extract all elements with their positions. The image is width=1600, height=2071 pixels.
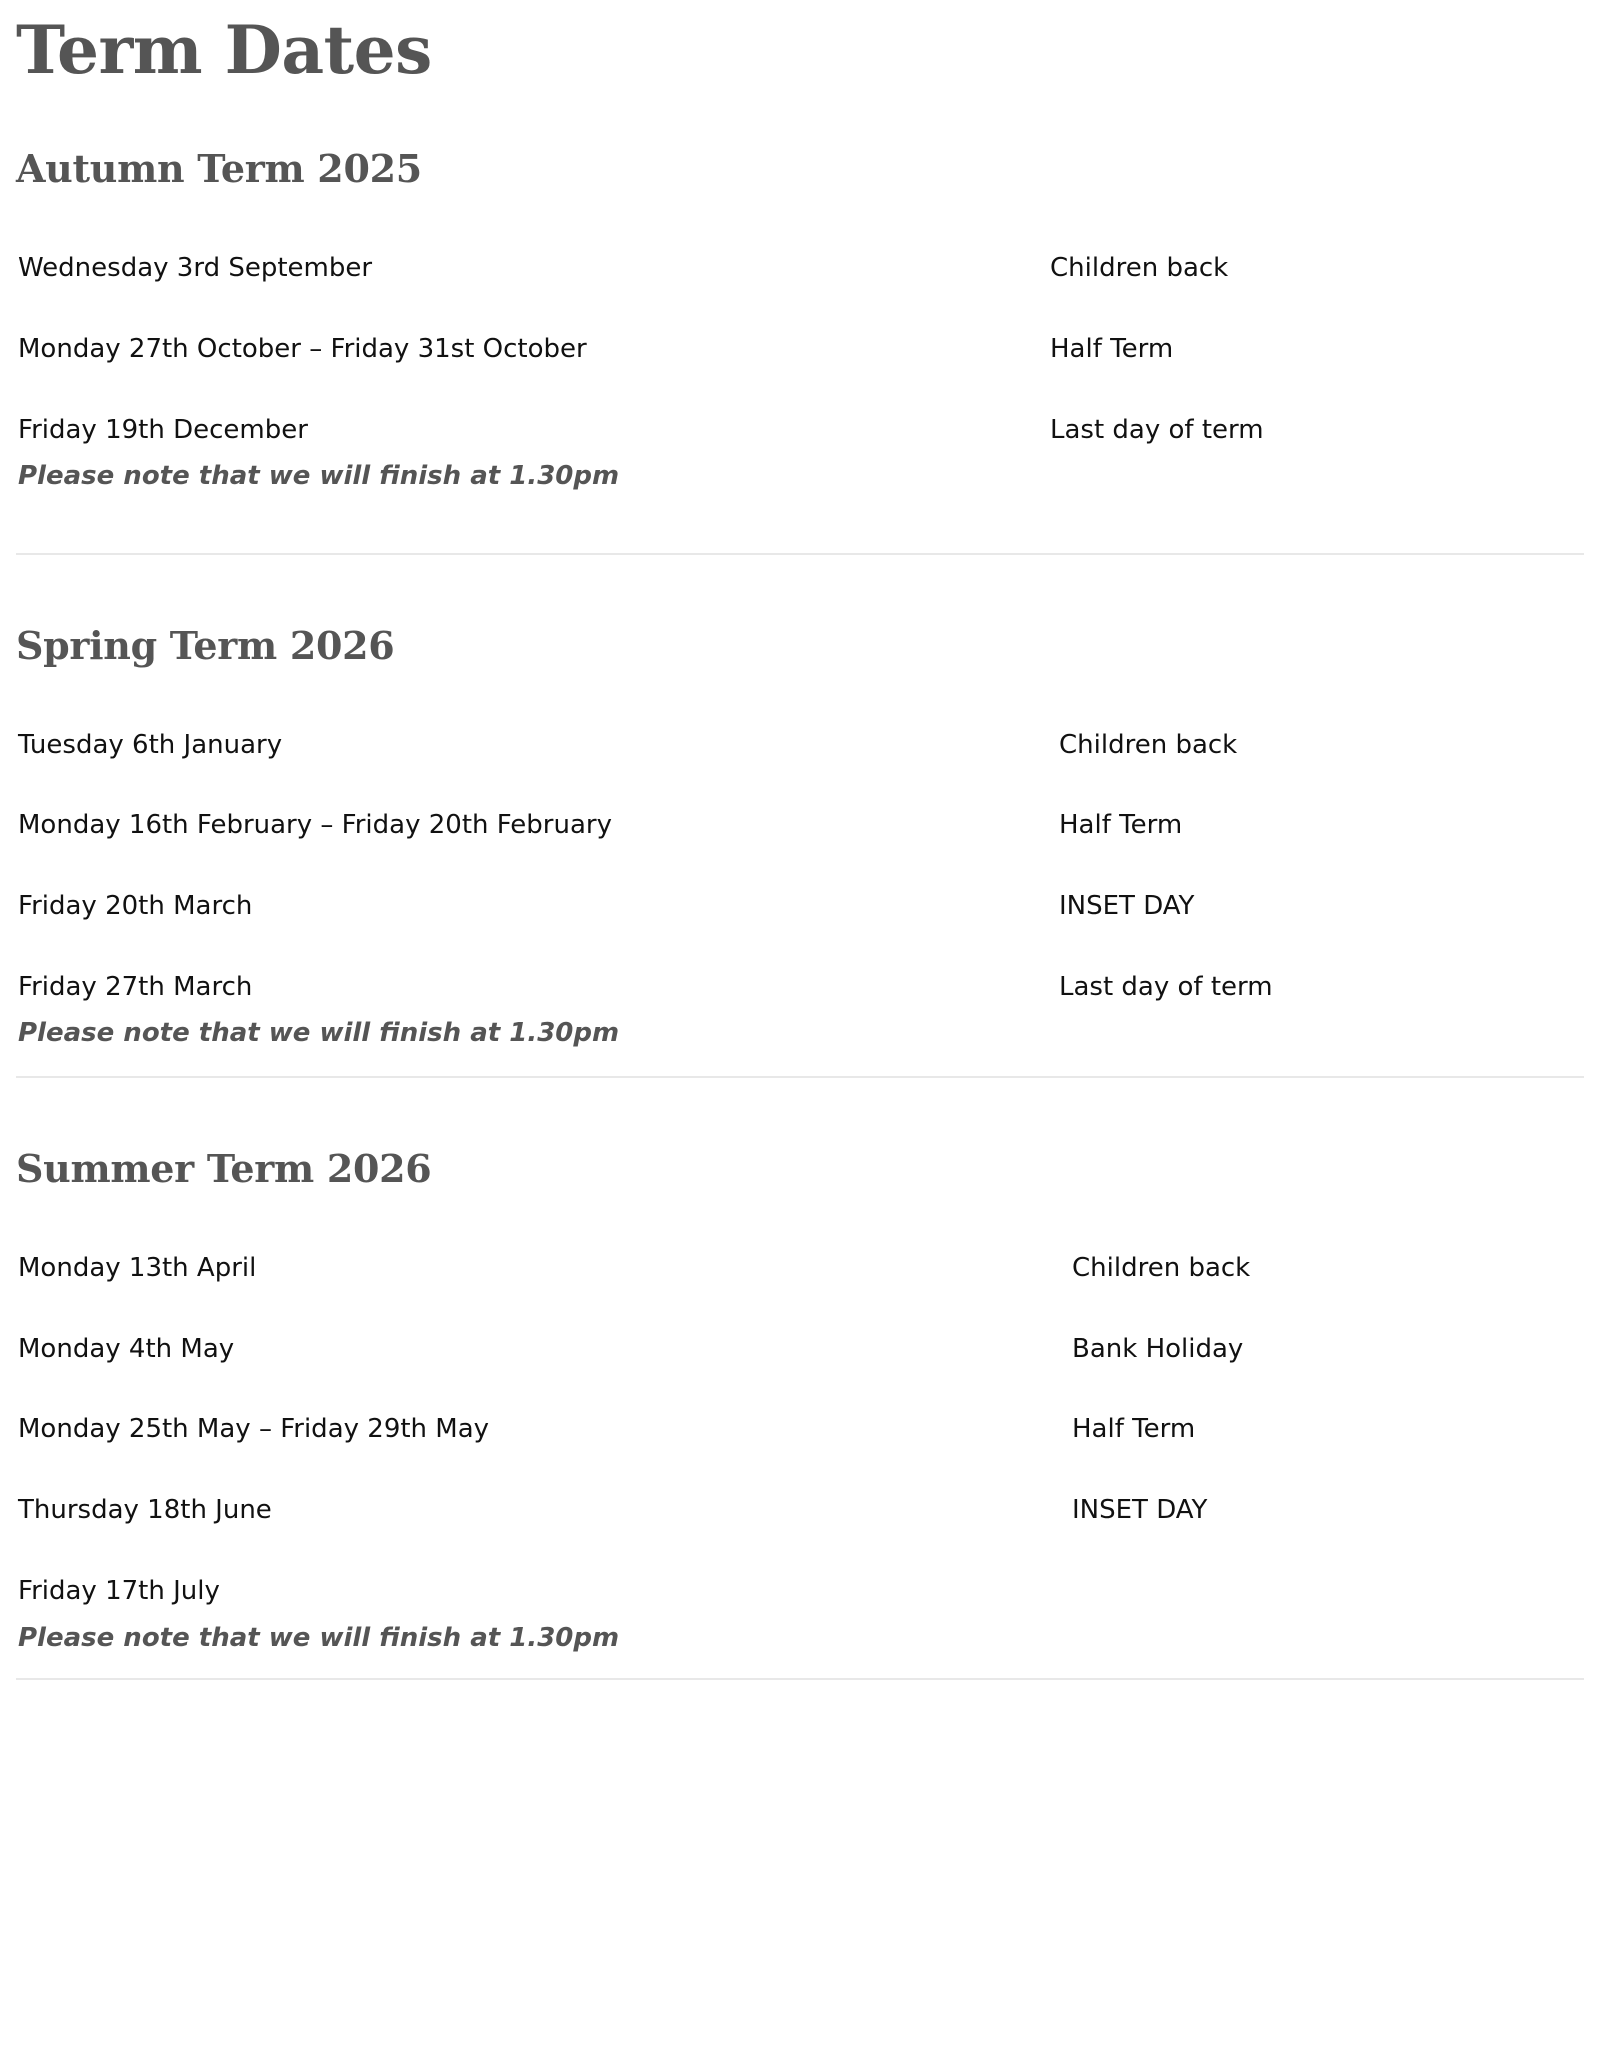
section-divider	[16, 553, 1584, 555]
row-date: Monday 25th May – Friday 29th May	[18, 1414, 490, 1444]
term-row	[16, 248, 1584, 288]
row-event: Last day of term	[1050, 415, 1264, 445]
finish-time-note: Please note that we will finish at 1.30pm	[18, 1623, 620, 1653]
row-date: Friday 17th July	[18, 1576, 220, 1606]
term-row	[16, 967, 1584, 1007]
term-heading: Autumn Term 2025	[16, 146, 422, 191]
term-row	[16, 1571, 1584, 1611]
term-heading: Summer Term 2026	[16, 1146, 432, 1191]
section-divider	[16, 1076, 1584, 1078]
row-date: Monday 4th May	[18, 1334, 235, 1364]
row-event: Last day of term	[1059, 972, 1273, 1002]
term-row	[16, 410, 1584, 450]
row-date: Friday 19th December	[18, 415, 308, 445]
row-date: Thursday 18th June	[18, 1495, 272, 1525]
finish-time-note: Please note that we will finish at 1.30pm	[18, 461, 620, 491]
term-row	[16, 725, 1584, 765]
row-event: Half Term	[1072, 1414, 1196, 1444]
row-event: Children back	[1050, 253, 1229, 283]
row-event: Half Term	[1059, 810, 1183, 840]
row-date: Tuesday 6th January	[18, 730, 283, 760]
row-date: Wednesday 3rd September	[18, 253, 373, 283]
row-event: Bank Holiday	[1072, 1334, 1244, 1364]
term-row	[16, 1490, 1584, 1530]
term-row	[16, 1409, 1584, 1449]
section-divider	[16, 1678, 1584, 1680]
row-date: Friday 20th March	[18, 891, 253, 921]
term-row	[16, 805, 1584, 845]
page-title: Term Dates	[16, 11, 432, 89]
row-event: Half Term	[1050, 334, 1174, 364]
term-row	[16, 886, 1584, 926]
row-event: Children back	[1072, 1253, 1251, 1283]
term-row	[16, 1329, 1584, 1369]
row-event: INSET DAY	[1072, 1495, 1208, 1525]
row-event: Children back	[1059, 730, 1238, 760]
row-date: Monday 27th October – Friday 31st October	[18, 334, 587, 364]
row-date: Monday 16th February – Friday 20th February	[18, 810, 612, 840]
term-row	[16, 1248, 1584, 1288]
row-event: INSET DAY	[1059, 891, 1195, 921]
row-date: Friday 27th March	[18, 972, 253, 1002]
term-row	[16, 329, 1584, 369]
finish-time-note: Please note that we will finish at 1.30pm	[18, 1018, 620, 1048]
row-date: Monday 13th April	[18, 1253, 257, 1283]
term-heading: Spring Term 2026	[16, 623, 395, 668]
